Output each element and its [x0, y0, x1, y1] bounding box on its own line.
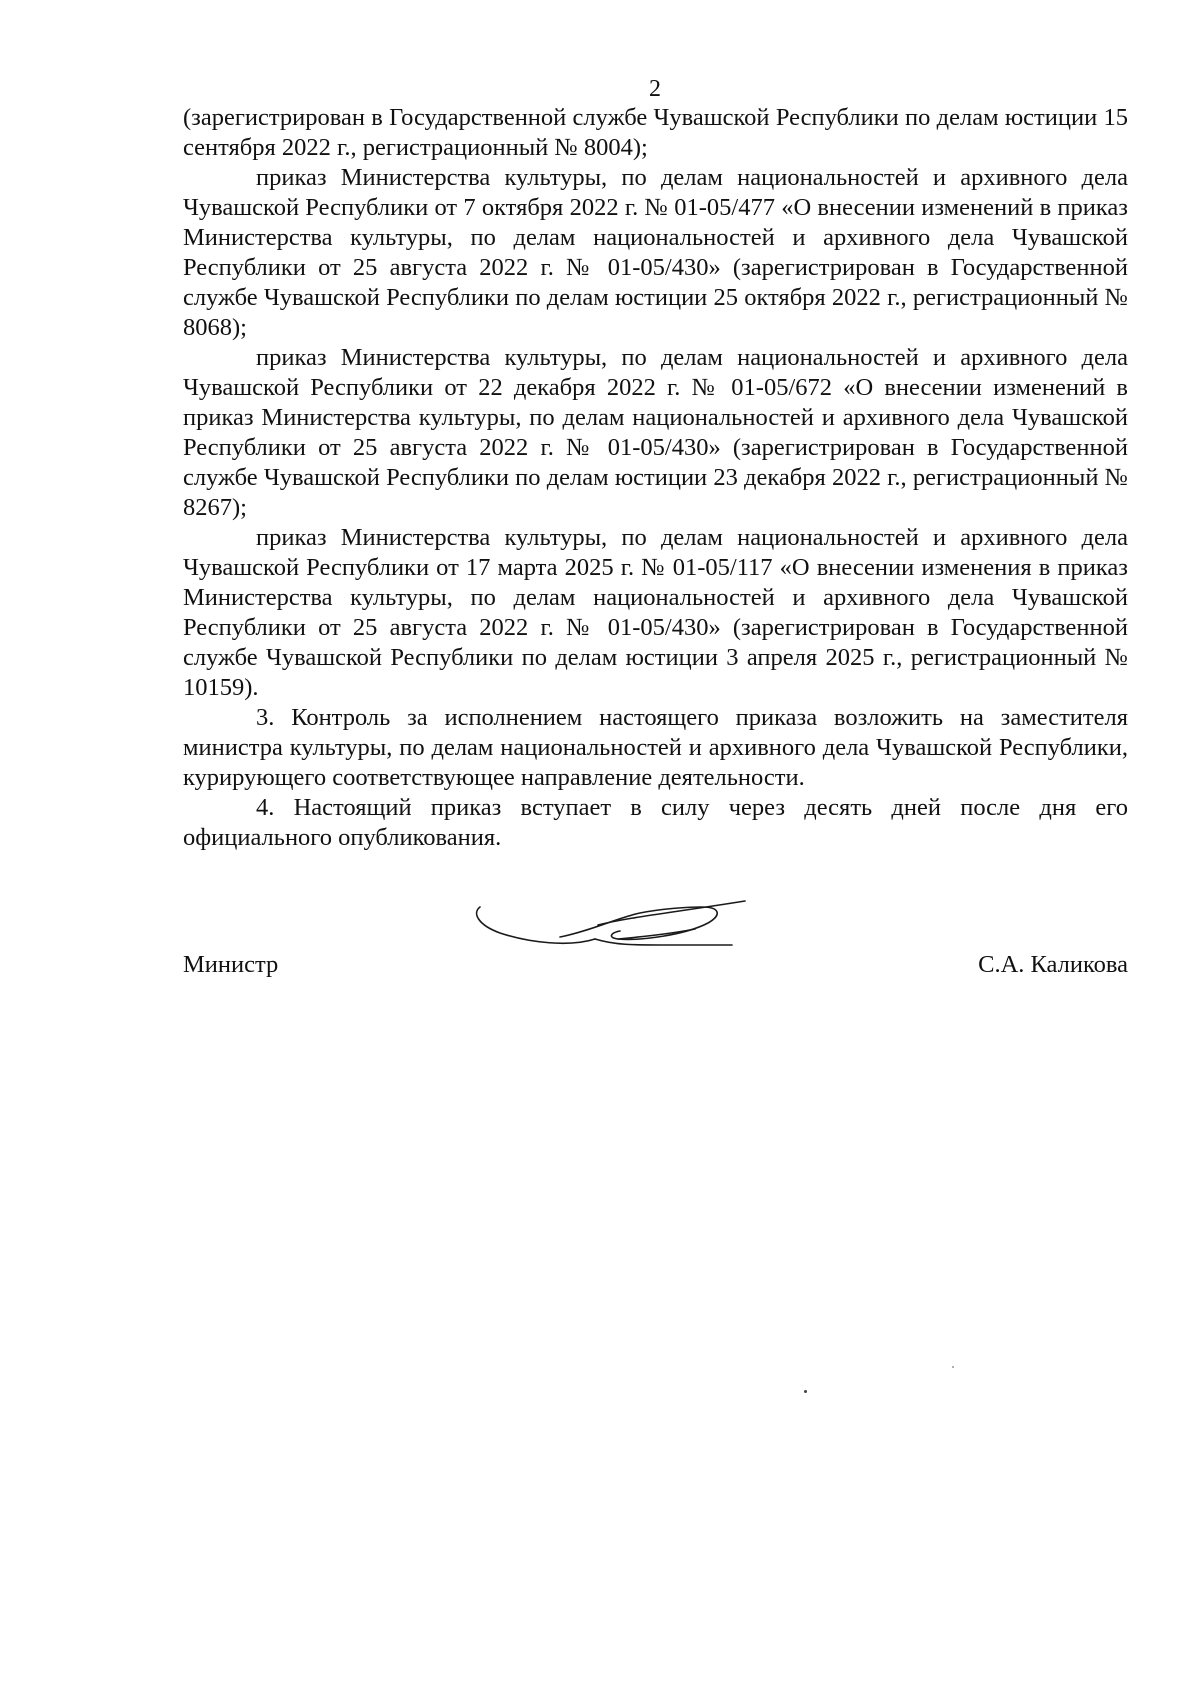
signatory-title: Министр	[183, 951, 279, 978]
document-body	[183, 103, 1128, 853]
paragraph-order-117: приказ Министерства культуры, по делам национальностей и архивного дела Чувашской Республики от 17 марта 2025 г. № 01-05/117 «О внесении изменения в приказ Министерства культуры, по делам национальностей и архивного дела Чувашской Республики от 25 августа 2022 г. № 01-05/430» (зарегистрирован в Государственной службе Чувашской Республики по делам юстиции 3 апреля 2025 г., регистрационный № 10159).	[183, 524, 1128, 701]
signatory-name: С.А. Каликова	[978, 951, 1128, 978]
page-number: 2	[649, 76, 661, 102]
paragraph-order-477: приказ Министерства культуры, по делам национальностей и архивного дела Чувашской Республики от 7 октября 2022 г. № 01-05/477 «О внесении изменений в приказ Министерства культуры, по делам национальностей и архивного дела Чувашской Республики от 25 августа 2022 г. № 01-05/430» (зарегистрирован в Государственной службе Чувашской Республики по делам юстиции 25 октября 2022 г., регистрационный № 8068);	[183, 164, 1128, 341]
signature-block	[183, 950, 1128, 990]
paragraph-item-4-effective: 4. Настоящий приказ вступает в силу через десять дней после дня его официального опубликования.	[183, 794, 1128, 851]
paragraph-item-3-control: 3. Контроль за исполнением настоящего приказа возложить на заместителя министра культуры, по делам национальностей и архивного дела Чувашской Республики, курирующего соответствующее направление деятельности.	[183, 704, 1128, 791]
paragraph-registration-continued: (зарегистрирован в Государственной службе Чувашской Республики по делам юстиции 15 сентября 2022 г., регистрационный № 8004);	[183, 104, 1128, 161]
scan-speck	[952, 1366, 954, 1368]
scan-speck	[804, 1390, 807, 1393]
paragraph-order-672: приказ Министерства культуры, по делам национальностей и архивного дела Чувашской Республики от 22 декабря 2022 г. № 01-05/672 «О внесении изменений в приказ Министерства культуры, по делам национальностей и архивного дела Чувашской Республики от 25 августа 2022 г. № 01-05/430» (зарегистрирован в Государственной службе Чувашской Республики по делам юстиции 23 декабря 2022 г., регистрационный № 8267);	[183, 344, 1128, 521]
